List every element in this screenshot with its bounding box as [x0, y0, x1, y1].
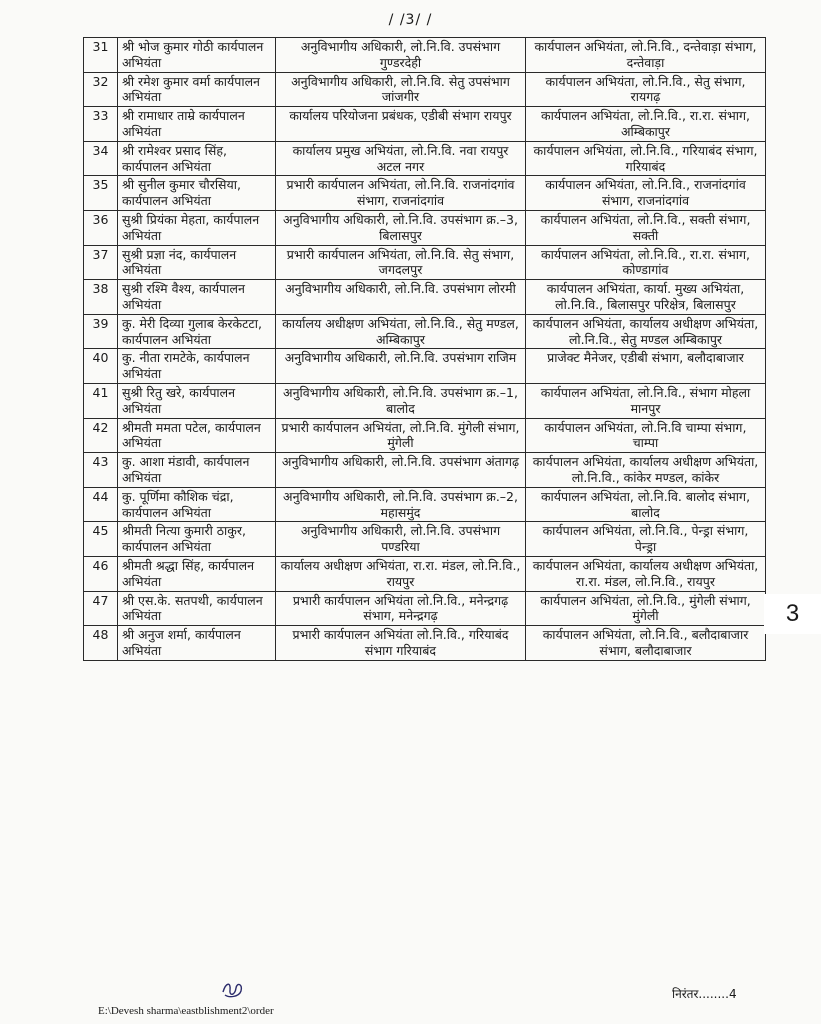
side-page-marker: 3 — [764, 594, 821, 634]
new-posting: कार्यपालन अभियंता, लो.नि.वि., बलौदाबाजार संभाग, बलौदाबाजार — [526, 626, 766, 661]
current-posting: प्रभारी कार्यपालन अभियंता लो.नि.वि., गरियाबंद संभाग गरियाबंद — [276, 626, 526, 661]
table-row — [84, 383, 766, 418]
current-posting: अनुविभागीय अधिकारी, लो.नि.वि. उपसंभाग अंतागढ़ — [276, 453, 526, 488]
serial-number: 41 — [84, 383, 118, 418]
serial-number: 40 — [84, 349, 118, 384]
officer-name: श्रीमती श्रद्धा सिंह, कार्यपालन अभियंता — [118, 556, 276, 591]
serial-number: 36 — [84, 210, 118, 245]
new-posting: कार्यपालन अभियंता, लो.नि.वि., सक्ती संभाग, सक्ती — [526, 210, 766, 245]
new-posting: कार्यपालन अभियंता, लो.नि.वि., सेतु संभाग, रायगढ़ — [526, 72, 766, 107]
transfer-order-table — [83, 37, 766, 661]
officer-name: श्री रामेश्वर प्रसाद सिंह, कार्यपालन अभियंता — [118, 141, 276, 176]
signature-icon — [221, 978, 247, 1000]
current-posting: अनुविभागीय अधिकारी, लो.नि.वि. उपसंभाग लोरमी — [276, 280, 526, 315]
table-row — [84, 176, 766, 211]
officer-name: श्री सुनील कुमार चौरसिया, कार्यपालन अभियंता — [118, 176, 276, 211]
current-posting: प्रभारी कार्यपालन अभियंता, लो.नि.वि. मुंगेली संभाग, मुंगेली — [276, 418, 526, 453]
new-posting: कार्यपालन अभियंता, कार्या. मुख्य अभियंता, लो.नि.वि., बिलासपुर परिक्षेत्र, बिलासपुर — [526, 280, 766, 315]
officer-name: कु. नीता रामटेके, कार्यपालन अभियंता — [118, 349, 276, 384]
serial-number: 45 — [84, 522, 118, 557]
page-number: / /3/ / — [388, 12, 433, 28]
serial-number: 34 — [84, 141, 118, 176]
current-posting: अनुविभागीय अधिकारी, लो.नि.वि. उपसंभाग पण्डरिया — [276, 522, 526, 557]
new-posting: कार्यपालन अभियंता, लो.नि.वि., गरियाबंद संभाग, गरियाबंद — [526, 141, 766, 176]
officer-name: श्रीमती ममता पटेल, कार्यपालन अभियंता — [118, 418, 276, 453]
file-path: E:\Devesh sharma\eastblishment2\order — [98, 1005, 274, 1017]
serial-number: 33 — [84, 107, 118, 142]
serial-number: 46 — [84, 556, 118, 591]
serial-number: 42 — [84, 418, 118, 453]
serial-number: 31 — [84, 38, 118, 73]
table-row — [84, 141, 766, 176]
officer-name: कु. मेरी दिव्या गुलाब केरकेटटा, कार्यपालन अभियंता — [118, 314, 276, 349]
current-posting: प्रभारी कार्यपालन अभियंता लो.नि.वि., मनेन्द्रगढ़ संभाग, मनेन्द्रगढ़ — [276, 591, 526, 626]
table-row — [84, 487, 766, 522]
serial-number: 43 — [84, 453, 118, 488]
current-posting: अनुविभागीय अधिकारी, लो.नि.वि. उपसंभाग क्र.–2, महासमुंद — [276, 487, 526, 522]
new-posting: कार्यपालन अभियंता, लो.नि.वि. बालोद संभाग, बालोद — [526, 487, 766, 522]
current-posting: कार्यालय अधीक्षण अभियंता, रा.रा. मंडल, लो.नि.वि., रायपुर — [276, 556, 526, 591]
serial-number: 38 — [84, 280, 118, 315]
table-row — [84, 453, 766, 488]
new-posting: कार्यपालन अभियंता, लो.नि.वि., रा.रा. संभाग, अम्बिकापुर — [526, 107, 766, 142]
table-row — [84, 38, 766, 73]
officer-name: श्री रमेश कुमार वर्मा कार्यपालन अभियंता — [118, 72, 276, 107]
serial-number: 44 — [84, 487, 118, 522]
officer-name: कु. आशा मंडावी, कार्यपालन अभियंता — [118, 453, 276, 488]
current-posting: अनुविभागीय अधिकारी, लो.नि.वि. उपसंभाग क्र.–1, बालोद — [276, 383, 526, 418]
officer-name: श्री रामाधार ताम्रे कार्यपालन अभियंता — [118, 107, 276, 142]
table-row — [84, 210, 766, 245]
table-row — [84, 107, 766, 142]
new-posting: प्राजेक्ट मैनेजर, एडीबी संभाग, बलौदाबाजार — [526, 349, 766, 384]
officer-name: कु. पूर्णिमा कौशिक चंद्रा, कार्यपालन अभियंता — [118, 487, 276, 522]
table-row — [84, 72, 766, 107]
table-row — [84, 626, 766, 661]
serial-number: 35 — [84, 176, 118, 211]
table-row — [84, 314, 766, 349]
new-posting: कार्यपालन अभियंता, लो.नि.वि., राजनांदगांव संभाग, राजनांदगांव — [526, 176, 766, 211]
table-row — [84, 280, 766, 315]
officer-name: सुश्री प्रज्ञा नंद, कार्यपालन अभियंता — [118, 245, 276, 280]
new-posting: कार्यपालन अभियंता, लो.नि.वि., संभाग मोहला मानपुर — [526, 383, 766, 418]
table-row — [84, 418, 766, 453]
serial-number: 47 — [84, 591, 118, 626]
officer-name: श्री एस.के. सतपथी, कार्यपालन अभियंता — [118, 591, 276, 626]
serial-number: 48 — [84, 626, 118, 661]
table-row — [84, 522, 766, 557]
serial-number: 32 — [84, 72, 118, 107]
table-row — [84, 556, 766, 591]
table-body — [84, 38, 766, 661]
new-posting: कार्यपालन अभियंता, कार्यालय अधीक्षण अभियंता, लो.नि.वि., कांकेर मण्डल, कांकेर — [526, 453, 766, 488]
current-posting: अनुविभागीय अधिकारी, लो.नि.वि. उपसंभाग गुण्डरदेही — [276, 38, 526, 73]
officer-name: श्री भोज कुमार गोठी कार्यपालन अभियंता — [118, 38, 276, 73]
current-posting: अनुविभागीय अधिकारी, लो.नि.वि. उपसंभाग राजिम — [276, 349, 526, 384]
continued-note: निरंतर........4 — [672, 987, 737, 1001]
current-posting: प्रभारी कार्यपालन अभियंता, लो.नि.वि. सेतु संभाग, जगदलपुर — [276, 245, 526, 280]
serial-number: 39 — [84, 314, 118, 349]
new-posting: कार्यपालन अभियंता, लो.नि.वि., पेन्ड्रा संभाग, पेन्ड्रा — [526, 522, 766, 557]
table-row — [84, 245, 766, 280]
table-row — [84, 349, 766, 384]
new-posting: कार्यपालन अभियंता, लो.नि.वि चाम्पा संभाग, चाम्पा — [526, 418, 766, 453]
officer-name: श्रीमती नित्या कुमारी ठाकुर, कार्यपालन अभियंता — [118, 522, 276, 557]
officer-name: सुश्री प्रियंका मेहता, कार्यपालन अभियंता — [118, 210, 276, 245]
serial-number: 37 — [84, 245, 118, 280]
current-posting: कार्यालय परियोजना प्रबंधक, एडीबी संभाग रायपुर — [276, 107, 526, 142]
new-posting: कार्यपालन अभियंता, लो.नि.वि., रा.रा. संभाग, कोण्डागांव — [526, 245, 766, 280]
new-posting: कार्यपालन अभियंता, कार्यालय अधीक्षण अभियंता, लो.नि.वि., सेतु मण्डल अम्बिकापुर — [526, 314, 766, 349]
officer-name: सुश्री रितु खरे, कार्यपालन अभियंता — [118, 383, 276, 418]
current-posting: अनुविभागीय अधिकारी, लो.नि.वि. सेतु उपसंभाग जांजगीर — [276, 72, 526, 107]
current-posting: कार्यालय प्रमुख अभियंता, लो.नि.वि. नवा रायपुर अटल नगर — [276, 141, 526, 176]
current-posting: प्रभारी कार्यपालन अभियंता, लो.नि.वि. राजनांदगांव संभाग, राजनांदगांव — [276, 176, 526, 211]
current-posting: कार्यालय अधीक्षण अभियंता, लो.नि.वि., सेतु मण्डल, अम्बिकापुर — [276, 314, 526, 349]
new-posting: कार्यपालन अभियंता, लो.नि.वि., दन्तेवाड़ा संभाग, दन्तेवाड़ा — [526, 38, 766, 73]
current-posting: अनुविभागीय अधिकारी, लो.नि.वि. उपसंभाग क्र.–3, बिलासपुर — [276, 210, 526, 245]
officer-name: सुश्री रश्मि वैश्य, कार्यपालन अभियंता — [118, 280, 276, 315]
new-posting: कार्यपालन अभियंता, लो.नि.वि., मुंगेली संभाग, मुंगेली — [526, 591, 766, 626]
officer-name: श्री अनुज शर्मा, कार्यपालन अभियंता — [118, 626, 276, 661]
new-posting: कार्यपालन अभियंता, कार्यालय अधीक्षण अभियंता, रा.रा. मंडल, लो.नि.वि., रायपुर — [526, 556, 766, 591]
table-row — [84, 591, 766, 626]
